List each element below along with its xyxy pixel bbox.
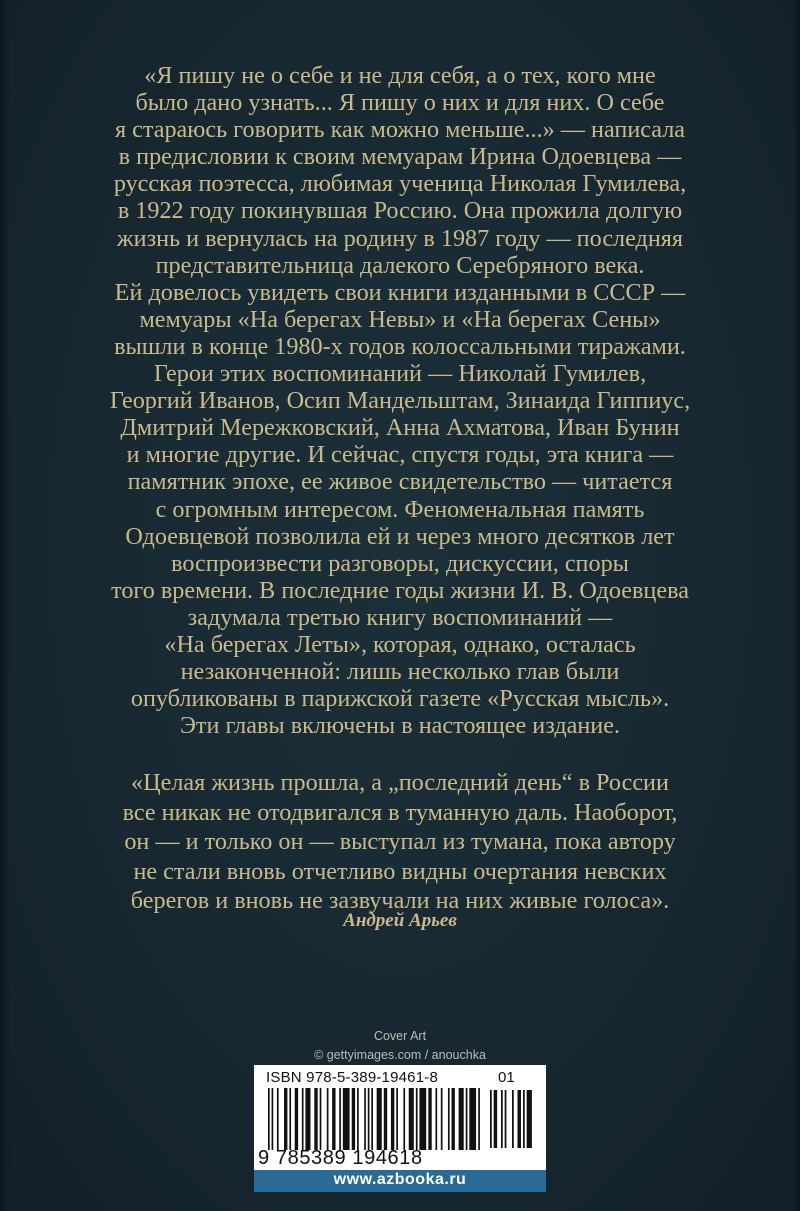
- cover-art-source: © gettyimages.com / anouchka: [314, 1048, 486, 1062]
- blurb-line: Эти главы включены в настоящее издание.: [179, 712, 621, 740]
- blurb-line: жизнь и вернулась на родину в 1987 году — последняя: [116, 224, 684, 252]
- blurb-line: вышли в конце 1980-х годов колоссальными тиражами.: [114, 332, 686, 360]
- blurb-line: того времени. В последние годы жизни И. В. Одоевцева: [111, 576, 689, 604]
- blurb-line: мемуары «На берегах Невы» и «На берегах Сены»: [139, 305, 661, 333]
- barcode-addon-bars: [490, 1090, 534, 1148]
- blurb-line: незаконченной: лишь несколько глав были: [180, 658, 620, 686]
- quote-line: все никак не отодвигался в туманную даль. Наоборот,: [122, 798, 678, 826]
- blurb-line: и многие другие. И сейчас, спустя годы, эта книга —: [126, 441, 674, 469]
- cover-art-credits: [250, 1027, 550, 1065]
- blurb-line: задумала третью книгу воспоминаний —: [187, 603, 613, 631]
- blurb-text: [70, 62, 730, 739]
- blurb-line: Ей довелось увидеть свои книги изданными в СССР —: [114, 278, 686, 306]
- blurb-line: опубликованы в парижской газете «Русская мысль».: [130, 685, 670, 713]
- cover-edge-right: [792, 0, 800, 1211]
- blurb-line: я стараюсь говорить как можно меньше...» — написала: [114, 116, 686, 144]
- ean-digits: 9 785389 194618: [258, 1147, 423, 1169]
- blurb-line: воспроизвести разговоры, дискуссии, споры: [171, 549, 629, 577]
- publisher-website-bar: [254, 1170, 546, 1192]
- blurb-line: Одоевцевой позволила ей и через много десятков лет: [125, 522, 675, 550]
- cover-edge-left: [0, 0, 10, 1211]
- blurb-line: Герои этих воспоминаний — Николай Гумилев,: [153, 360, 647, 388]
- publisher-website: www.azbooka.ru: [333, 1171, 467, 1188]
- blurb-line: «Я пишу не о себе и не для себя, а о тех, кого мне: [144, 62, 656, 89]
- barcode-bars: [268, 1088, 480, 1150]
- blurb-line: было дано узнать... Я пишу о них и для них. О себе: [135, 89, 665, 117]
- quote-line: он — и только он — выступал из тумана, пока автору: [124, 828, 676, 855]
- quote-line: не стали вновь отчетливо видны очертания невских: [133, 857, 667, 885]
- blurb-line: Георгий Иванов, Осип Мандельштам, Зинаида Гиппиус,: [109, 387, 691, 415]
- isbn-addon-label: 01: [498, 1069, 515, 1086]
- isbn-label: ISBN 978-5-389-19461-8: [266, 1069, 439, 1086]
- critic-quote: [70, 768, 730, 916]
- blurb-line: с огромным интересом. Феноменальная память: [155, 495, 645, 523]
- quote-line: берегов и вновь не зазвучали на них живые голоса».: [130, 887, 670, 914]
- blurb-line: в 1922 году покинувшая Россию. Она прожила долгую: [117, 197, 683, 225]
- blurb-line: «На берегах Леты», которая, однако, осталась: [164, 630, 636, 658]
- cover-art-label: Cover Art: [373, 1029, 427, 1043]
- blurb-line: представительница далекого Серебряного века.: [155, 251, 645, 279]
- quote-author: Андрей Арьев: [343, 910, 457, 931]
- blurb-line: памятник эпохе, ее живое свидетельство — читается: [127, 468, 673, 496]
- blurb-line: в предисловии к своим мемуарам Ирина Одоевцева —: [118, 143, 682, 171]
- blurb-line: Дмитрий Мережковский, Анна Ахматова, Иван Бунин: [120, 414, 680, 442]
- quote-line: «Целая жизнь прошла, а „последний день“ в России: [131, 769, 669, 796]
- blurb-line: русская поэтесса, любимая ученица Николая Гумилева,: [113, 170, 687, 198]
